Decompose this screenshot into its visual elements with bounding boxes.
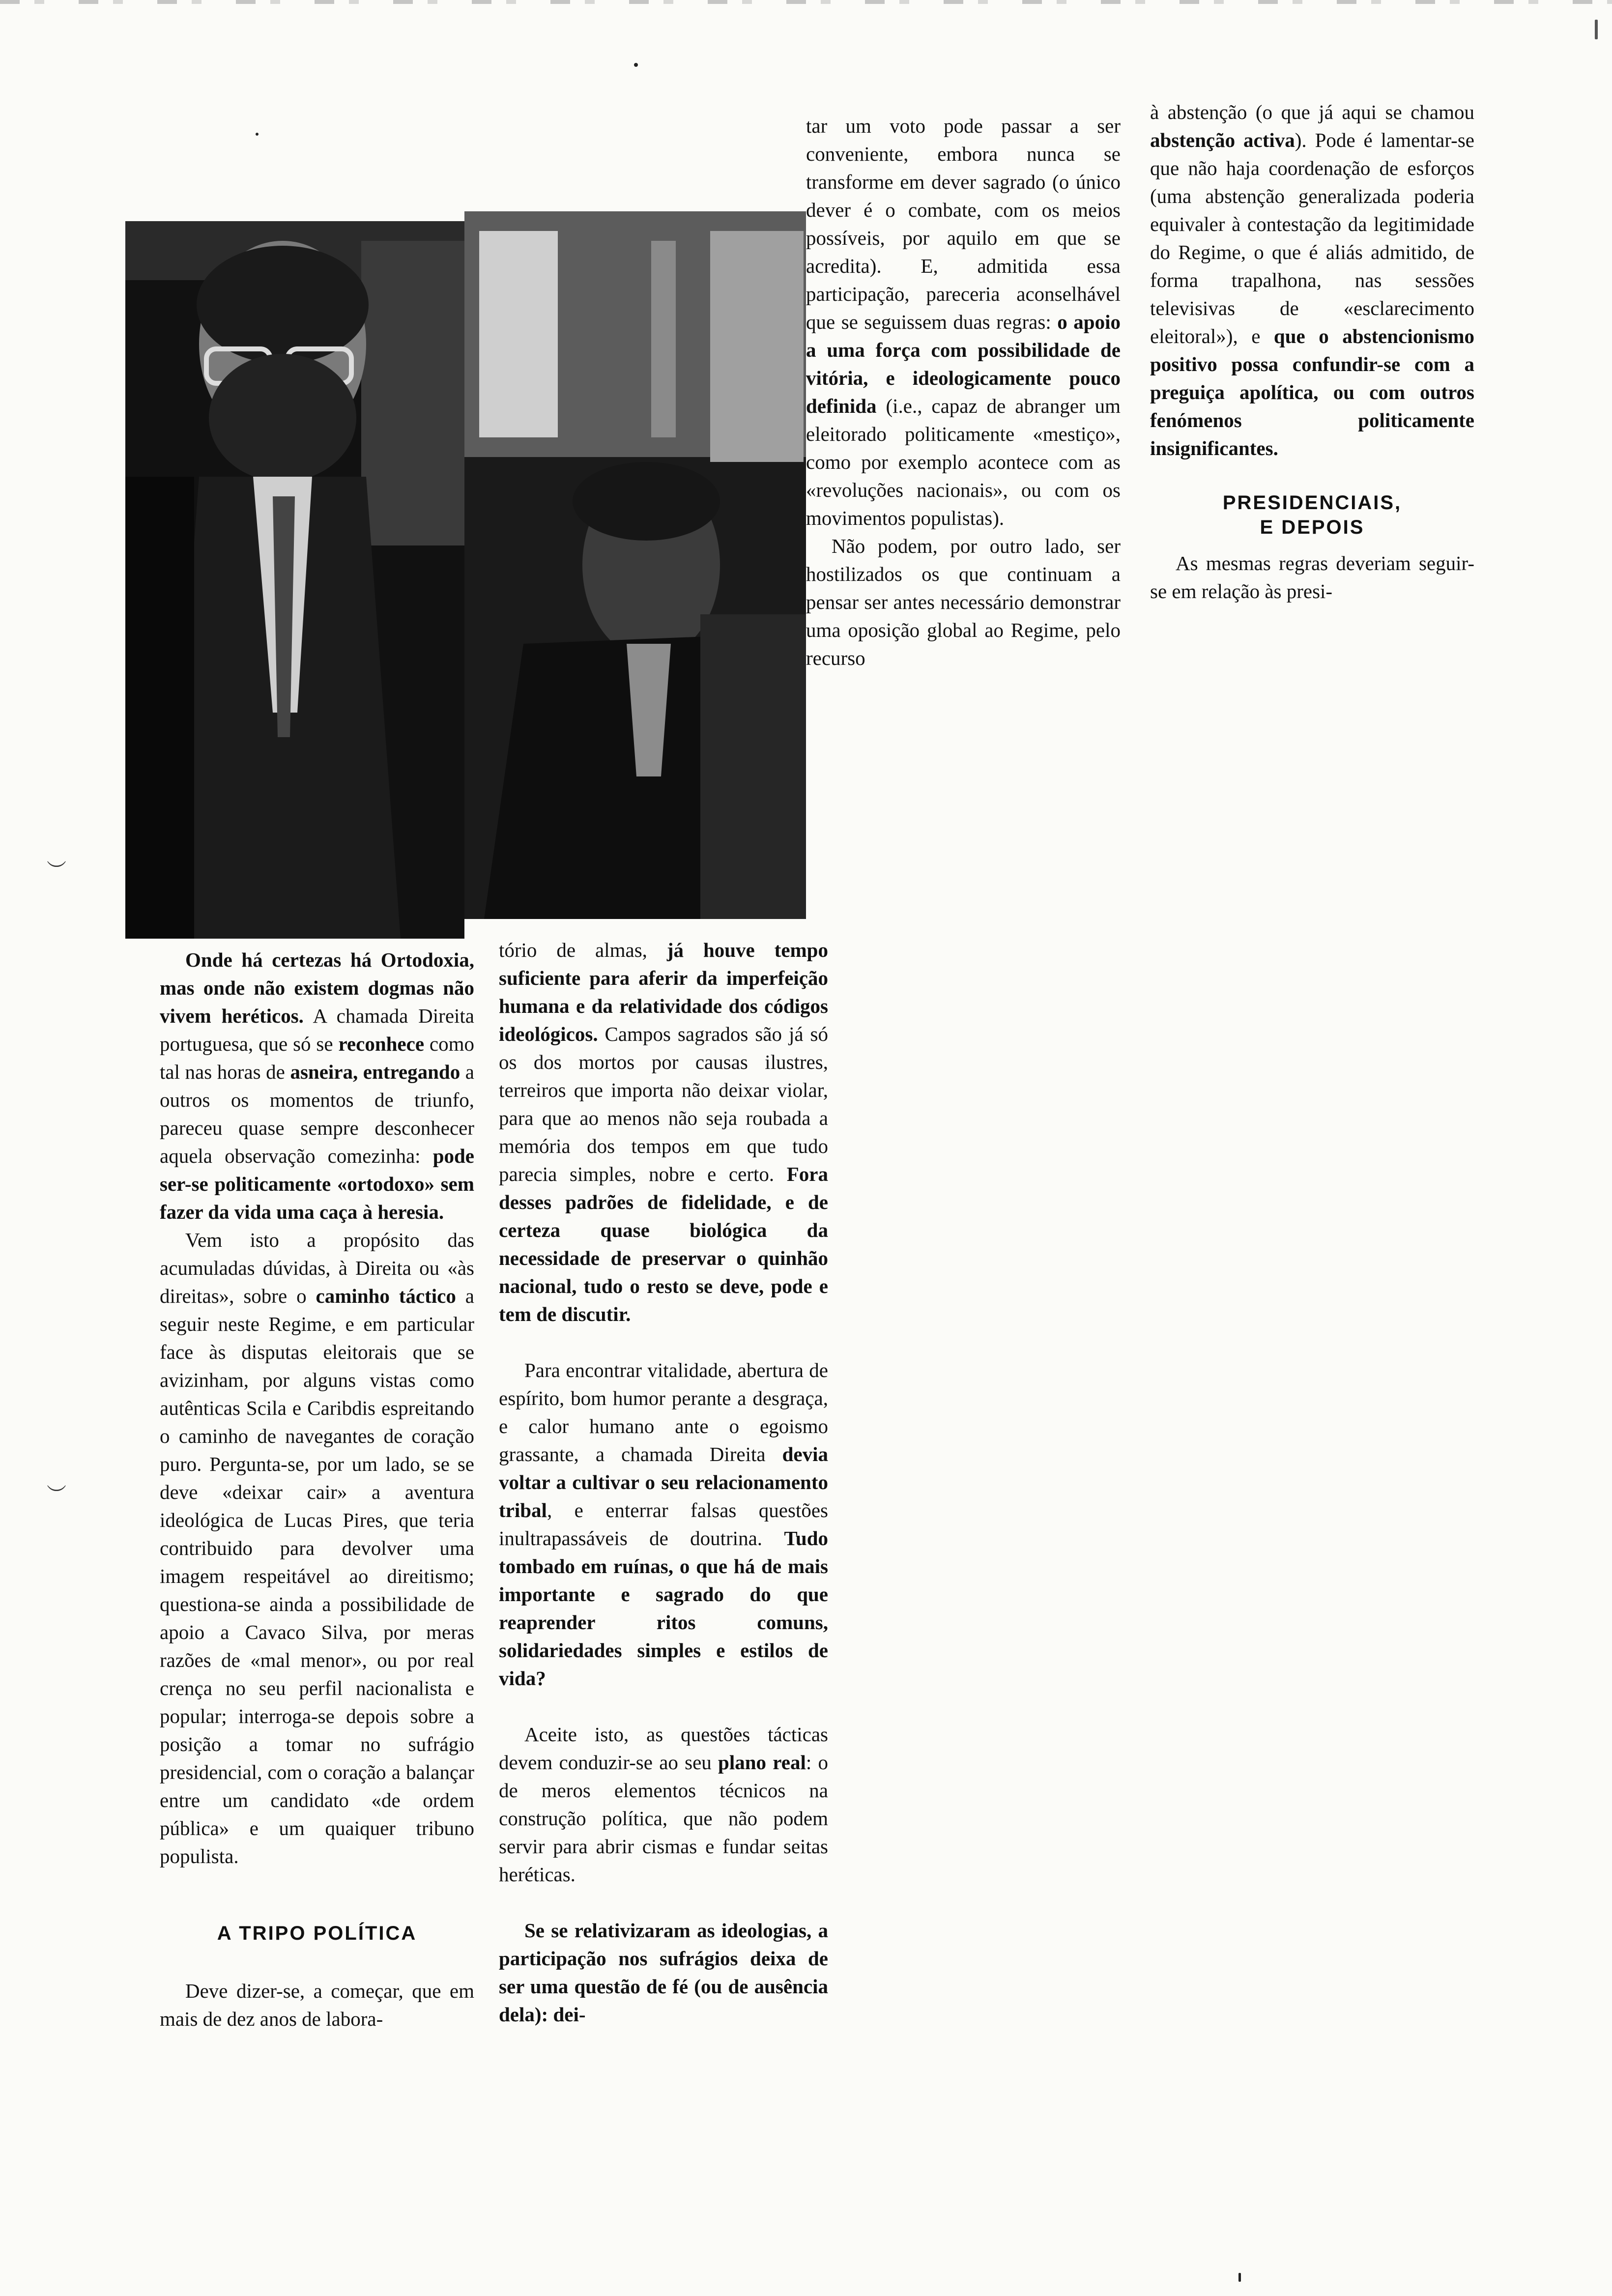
- heading-tripo-politica: A TRIPO POLÍTICA: [217, 1923, 417, 1944]
- scan-speck-2: [256, 133, 259, 136]
- text-top-right-4: que o abstencionismo positivo possa confundir-se com a preguiça apolítica, ou com outros fenómenos politicamente insignificantes.: [1150, 325, 1474, 459]
- text-top-right-1: à abstenção (o que já aqui se chamou: [1150, 101, 1474, 123]
- scan-mark-left-1: ︶: [47, 860, 66, 882]
- text-top-center-4: Não podem, por outro lado, ser hostilizados os que continuam a pensar ser antes necessário demonstrar uma oposição global ao Regime, pelo recurso: [806, 535, 1121, 669]
- p-aceite-2: plano real: [718, 1751, 806, 1774]
- text-top-right-3: ). Pode é lamentar-se que não haja coordenação de esforços (uma abstenção generalizada poderia equivaler à contestação da legitimidade do Regime, o que é aliás admitido, de forma trapalhona, nas sessões televisivas de «esclarecimento eleitoral»), e: [1150, 129, 1474, 347]
- text-top-right-5: As mesmas regras deveriam seguir-se em relação às presi-: [1150, 552, 1474, 603]
- p-para-1: Para encontrar vitalidade, abertura de espírito, bom humor perante a desgraça, e calor humano ante o egoismo grassante, a chamada Direita: [499, 1359, 828, 1465]
- p-vem-3: a seguir neste Regime, e em particular face às disputas eleitorais que se avizinham, por alguns vistas como autênticas Scila e Caribdis espreitando o caminho de navegantes de coração puro. Pergunta-se, por um lado, se se deve «deixar cair» a aventura ideológica de Lucas Pires, que teria contribuido para devolver uma imagem respeitável ao direitismo; questiona-se ainda a possibilidade de apoio a Cavaco Silva, por meras razões de «mal menor», ou por real crença no seu perfil nacionalista e popular; interroga-se depois sobre a posição a tomar no sufrágio presidencial, com o coração a balançar entre um candidato «de ordem pública» e um quaiquer tribuno populista.: [160, 1285, 474, 1867]
- heading-presidenciais-line2: E DEPOIS: [1260, 517, 1365, 538]
- p-para-3: , e enterrar falsas questões inultrapassáveis de doutrina.: [499, 1499, 828, 1550]
- lead-bold-1: Onde há certezas há Ortodoxia, mas onde não existem dogmas não vivem heréticos.: [160, 948, 474, 1027]
- text-top-center-3: (i.e., capaz de abranger um eleitorado politicamente «mestiço», como por exemplo acontece com as «revoluções nacionais», ou com os movimentos populistas).: [806, 395, 1121, 529]
- scan-speck-4: [1595, 20, 1598, 39]
- p-para-4: Tudo tombado em ruínas, o que há de mais importante e sagrado do que reaprender ritos comuns, solidariedades simples e estilos de vida?: [499, 1527, 828, 1690]
- column-bottom-middle: [499, 936, 828, 2029]
- mid-2: já houve tempo suficiente para aferir da imperfeição humana e da relatividade dos códigos ideológicos.: [499, 939, 828, 1045]
- heading-presidenciais-line1: PRESIDENCIAIS,: [1222, 492, 1402, 514]
- p-aceite-1: Aceite isto, as questões tácticas devem conduzir-se ao seu: [499, 1723, 828, 1774]
- text-top-center-1: tar um voto pode passar a ser conveniente, embora nunca se transforme em dever sagrado (o único dever é o combate, com os meios possíveis, por aquilo em que se acredita). E, admitida essa participação, pareceria aconselhável que se seguissem duas regras:: [806, 115, 1121, 333]
- lead-3: reconhece: [338, 1033, 425, 1055]
- lead-2: A chamada Direita portuguesa, que só se: [160, 1004, 474, 1055]
- p-aceite-3: : o de meros elementos técnicos na construção política, que não podem servir para abrir cismas e fundar seitas heréticas.: [499, 1751, 828, 1886]
- text-top-right-2: abstenção activa: [1150, 129, 1295, 151]
- lead-4: como tal nas horas de: [160, 1033, 474, 1083]
- scan-mark-left-2: ︶: [47, 1484, 66, 1506]
- mid-3: Campos sagrados são já só os dos mortos por causas ilustres, terreiros que importa não deixar violar, para que ao menos não seja roubada a memória dos tempos em que tudo parecia simples, nobre e certo.: [499, 1023, 828, 1185]
- lead-7: pode ser-se politicamente «ortodoxo» sem fazer da vida uma caça à heresia.: [160, 1145, 474, 1223]
- column-top-center: [806, 112, 1121, 672]
- p-deve: Deve dizer-se, a começar, que em mais de dez anos de labora-: [160, 1980, 474, 2030]
- column-top-right: [1150, 98, 1474, 605]
- photo-left-portrait: [125, 221, 464, 939]
- p-vem-2: caminho táctico: [316, 1285, 456, 1307]
- lead-6: a outros os momentos de triunfo, pareceu quase sempre desconhecer aquela observação comezinha:: [160, 1061, 474, 1167]
- scan-top-edge: [0, 0, 1612, 4]
- text-top-center-bold: o apoio a uma força com possibilidade de vitória, e ideologicamente pouco definida: [806, 311, 1121, 417]
- scan-speck-3: [1238, 2273, 1241, 2282]
- p-para-2: devia voltar a cultivar o seu relacionamento tribal: [499, 1443, 828, 1521]
- mid-1: tório de almas,: [499, 939, 667, 961]
- mid-4: Fora desses padrões de fidelidade, e de certeza quase biológica da necessidade de preservar o quinhão nacional, tudo o resto se deve, pode e tem de discutir.: [499, 1163, 828, 1325]
- p-sese: Se se relativizaram as ideologias, a participação nos sufrágios deixa de ser uma questão de fé (ou de ausência dela): dei-: [499, 1919, 828, 2026]
- column-bottom-left: [160, 946, 474, 2033]
- photo-right-portrait: [464, 211, 806, 919]
- lead-5: asneira, entregando: [290, 1061, 461, 1083]
- scan-speck-1: [634, 63, 638, 67]
- p-vem-1: Vem isto a propósito das acumuladas dúvidas, à Direita ou «às direitas», sobre o: [160, 1229, 474, 1307]
